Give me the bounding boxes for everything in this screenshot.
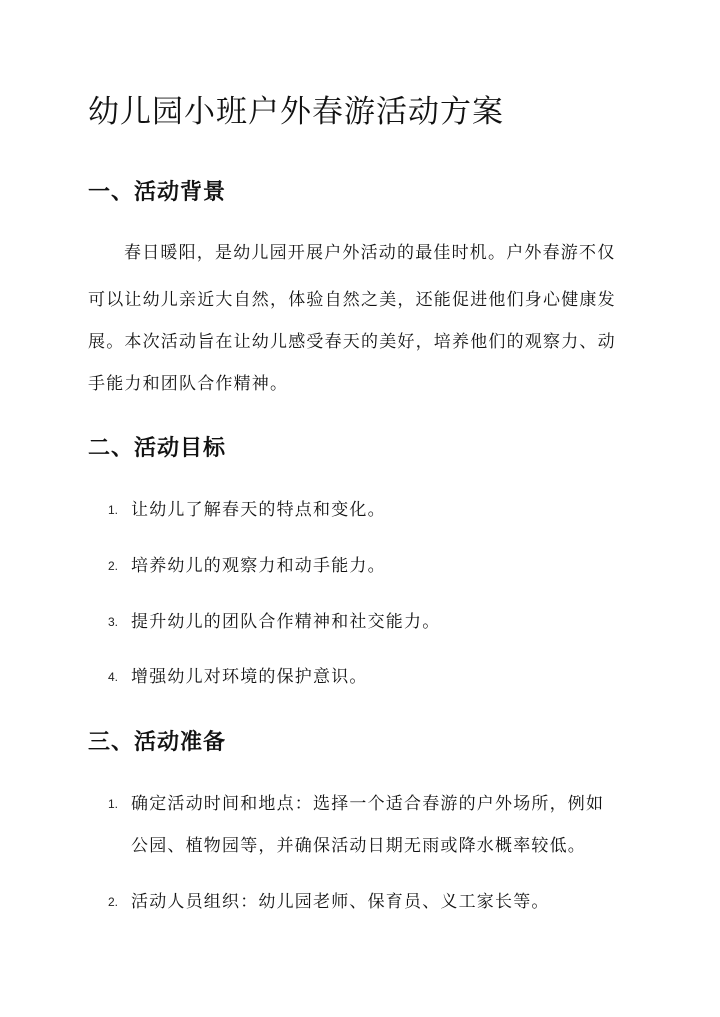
paragraph-line: 手能力和团队合作精神。	[88, 374, 289, 394]
list-item	[0, 890, 720, 916]
list-number: 1.	[108, 797, 119, 811]
list-number: 2.	[108, 559, 119, 573]
list-text-continuation: 公园、植物园等，并确保活动日期无雨或降水概率较低。	[131, 836, 586, 856]
list-text: 增强幼儿对环境的保护意识。	[131, 667, 368, 687]
list-item	[0, 792, 720, 818]
list-text: 让幼儿了解春天的特点和变化。	[131, 500, 386, 520]
list-item	[0, 665, 720, 691]
list-item	[0, 610, 720, 636]
list-number: 3.	[108, 615, 119, 629]
section-heading-background: 一、活动背景	[88, 179, 227, 205]
list-text: 培养幼儿的观察力和动手能力。	[131, 556, 386, 576]
list-text: 确定活动时间和地点：选择一个适合春游的户外场所，例如	[131, 794, 605, 814]
list-item	[0, 498, 720, 524]
section-heading-goals: 二、活动目标	[88, 435, 227, 461]
document-title: 幼儿园小班户外春游活动方案	[88, 94, 504, 130]
paragraph-line: 展。本次活动旨在让幼儿感受春天的美好，培养他们的观察力、动	[88, 332, 616, 352]
list-item	[0, 554, 720, 580]
list-text: 提升幼儿的团队合作精神和社交能力。	[131, 612, 441, 632]
paragraph-line: 可以让幼儿亲近大自然，体验自然之美，还能促进他们身心健康发	[88, 290, 616, 310]
list-text: 活动人员组织：幼儿园老师、保育员、义工家长等。	[131, 892, 550, 912]
paragraph-line: 春日暖阳，是幼儿园开展户外活动的最佳时机。户外春游不仅	[124, 243, 616, 263]
list-number: 1.	[108, 503, 119, 517]
list-number: 2.	[108, 895, 119, 909]
section-heading-preparation: 三、活动准备	[88, 729, 227, 755]
list-number: 4.	[108, 670, 119, 684]
